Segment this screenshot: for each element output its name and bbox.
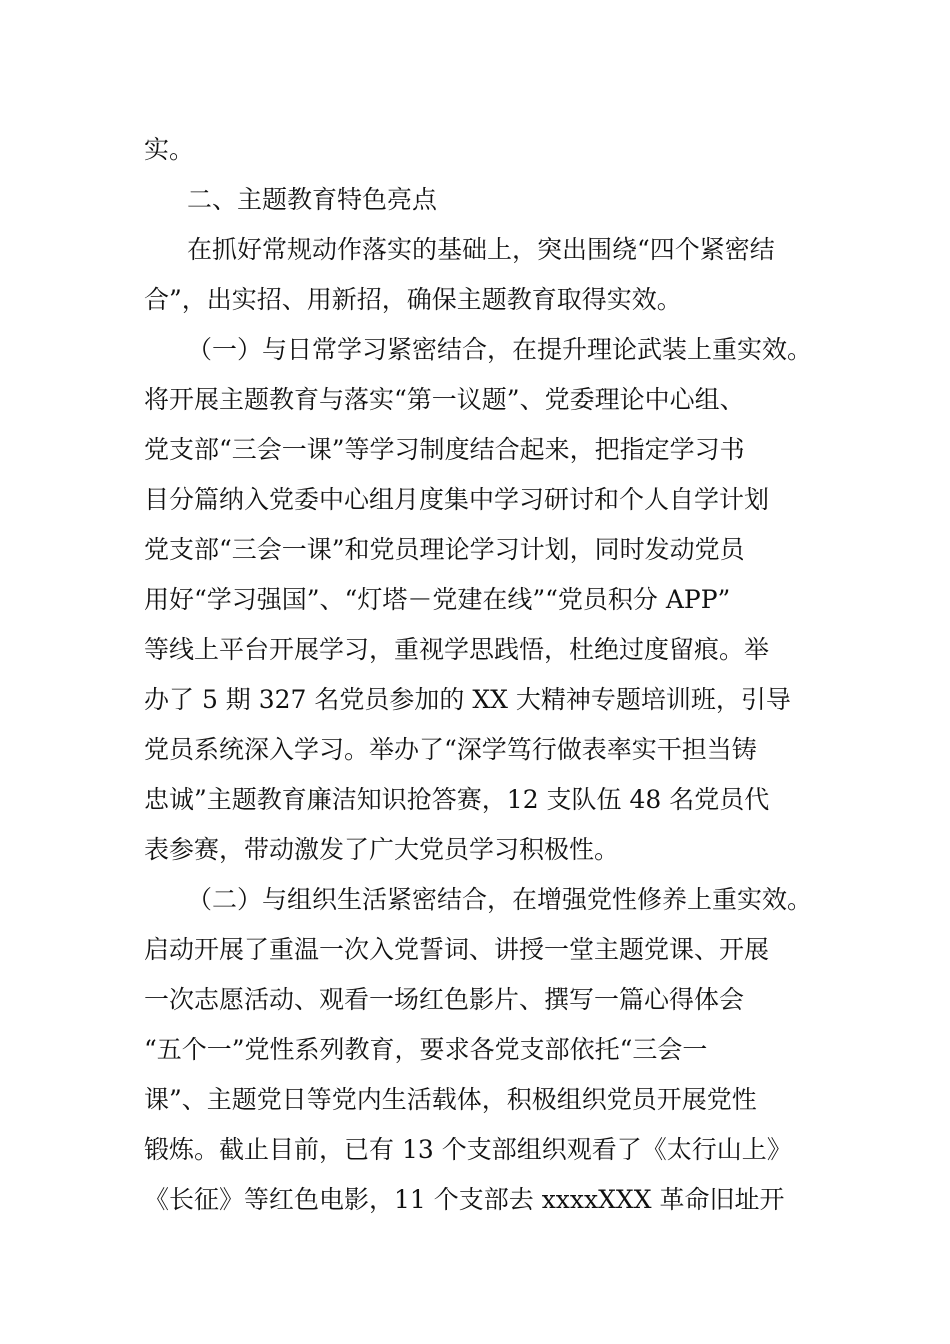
text-line: 等线上平台开展学习，重视学思践悟，杜绝过度留痕。举: [144, 635, 770, 664]
text-line: 合”，出实招、用新招，确保主题教育取得实效。: [144, 285, 682, 314]
text-line: 启动开展了重温一次入党誓词、讲授一堂主题党课、开展: [144, 935, 770, 964]
text-line: 锻炼。截止目前，已有 13 个支部组织观看了《太行山上》: [144, 1135, 792, 1164]
text-line: “五个一”党性系列教育，要求各党支部依托“三会一: [144, 1035, 708, 1064]
text-line: 党支部“三会一课”等学习制度结合起来，把指定学习书: [144, 435, 745, 464]
text-line: 一次志愿活动、观看一场红色影片、撰写一篇心得体会: [144, 985, 745, 1014]
text-line: 办了 5 期 327 名党员参加的 XX 大精神专题培训班，引导: [144, 685, 791, 714]
text-line: 课”、主题党日等党内生活载体，积极组织党员开展党性: [144, 1085, 757, 1114]
text-line: 实。: [144, 135, 195, 164]
subsection-heading: （二）与组织生活紧密结合，在增强党性修养上重实效。: [187, 885, 813, 914]
subsection-heading: （一）与日常学习紧密结合，在提升理论武装上重实效。: [187, 335, 813, 364]
text-line: 党支部“三会一课”和党员理论学习计划，同时发动党员: [144, 535, 745, 564]
text-line: 在抓好常规动作落实的基础上，突出围绕“四个紧密结: [187, 235, 775, 264]
text-line: 党员系统深入学习。举办了“深学笃行做表率实干担当铸: [144, 735, 757, 764]
text-line: 《长征》等红色电影，11 个支部去 xxxxXXX 革命旧址开: [144, 1185, 785, 1214]
text-line: 忠诚”主题教育廉洁知识抢答赛，12 支队伍 48 名党员代: [144, 785, 770, 814]
text-line: 将开展主题教育与落实“第一议题”、党委理论中心组、: [144, 385, 745, 414]
text-line: 目分篇纳入党委中心组月度集中学习研讨和个人自学计划: [144, 485, 770, 514]
section-heading: 二、主题教育特色亮点: [187, 185, 438, 214]
text-line: 用好“学习强国”、“灯塔－党建在线”“党员积分 APP”: [144, 585, 731, 614]
text-line: 表参赛，带动激发了广大党员学习积极性。: [144, 835, 620, 864]
